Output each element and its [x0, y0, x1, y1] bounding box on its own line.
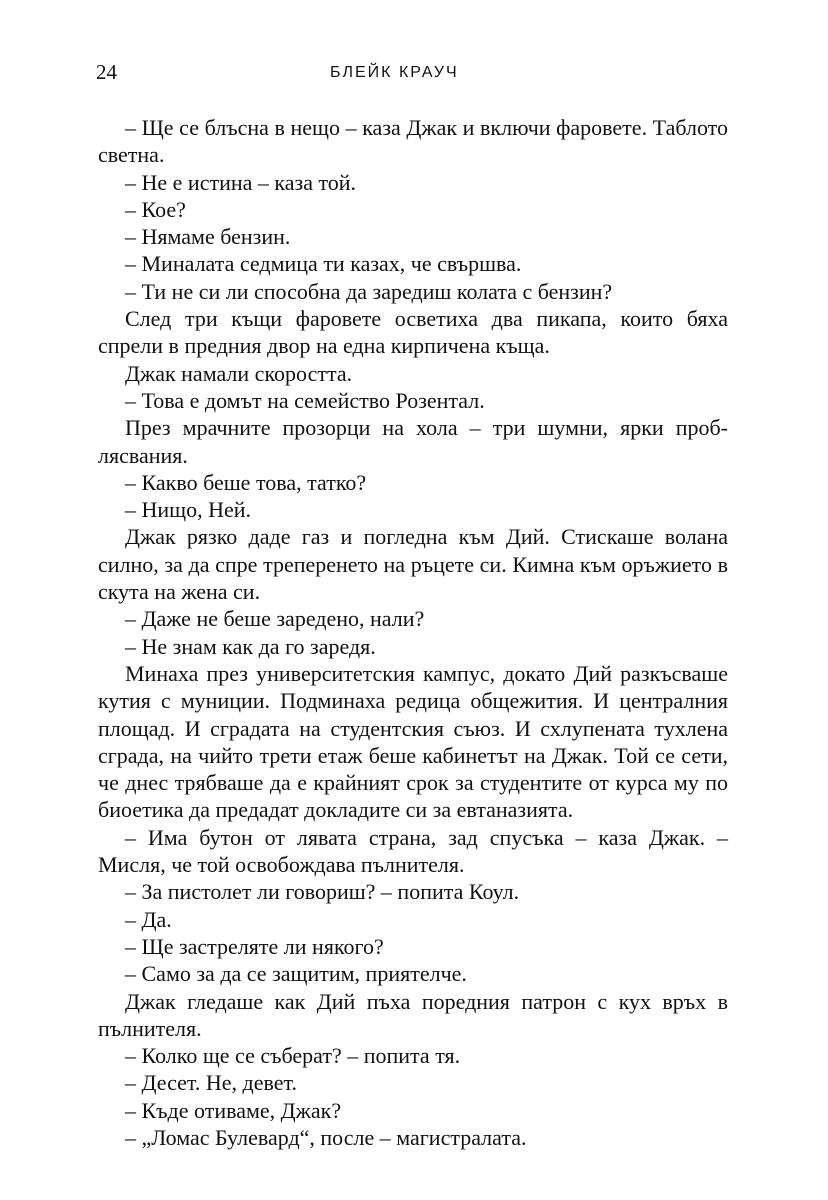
paragraph: – Ще се блъсна в нещо – каза Джак и включи фаровете. Таблото светна.	[98, 115, 728, 168]
paragraph: Джак рязко даде газ и погледна към Дий. Стискаше волана силно, за да спре треперенето на ръцете си. Кимна към оръжието в скута на жена си.	[98, 524, 728, 605]
paragraph: – Миналата седмица ти казах, че свършва.	[125, 251, 522, 277]
paragraph: Минаха през университетския кампус, докато Дий разкъсваше кутия с муниции. Подминаха редица общежития. И централния площад. И сградата на студентския съюз. И схлупената тухлена сграда, на чийто трети етаж беше кабинетът на Джак. Той се сети, че днес трябваше да е крайният срок за студентите от курса му по биоетика да предадат докладите си за евтаназията.	[98, 660, 728, 823]
running-title: БЛЕЙК КРАУЧ	[330, 64, 459, 81]
paragraph: – Колко ще се съберат? – попита тя.	[125, 1043, 461, 1069]
paragraph: – Нищо, Ней.	[125, 497, 252, 523]
paragraph: – Даже не беше заредено, нали?	[125, 606, 425, 632]
paragraph: – Това е домът на семейство Розентал.	[125, 387, 485, 413]
paragraph: През мрачните прозорци на хола – три шумни, ярки проблясвания.	[98, 415, 728, 468]
body-text	[98, 114, 728, 1151]
paragraph: – Не е истина – каза той.	[125, 169, 357, 195]
paragraph: – Не знам как да го заредя.	[125, 633, 376, 659]
page-number: 24	[96, 60, 117, 84]
paragraph: – Ще застреляте ли някого?	[125, 933, 384, 959]
paragraph: – Само за да се защитим, приятелче.	[125, 961, 467, 987]
paragraph: – За пистолет ли говориш? – попита Коул.	[125, 879, 520, 905]
paragraph: – Има бутон от лявата страна, зад спусъка – каза Джак. – Мисля, че той освобождава пълнителя.	[98, 824, 728, 878]
paragraph: Джак намали скоростта.	[125, 360, 353, 386]
paragraph: – Кое?	[125, 196, 186, 222]
paragraph: – Десет. Не, девет.	[125, 1070, 297, 1096]
paragraph: След три къщи фаровете осветиха два пикапа, които бяха спрели в предния двор на една кирпичена къща.	[98, 306, 728, 359]
paragraph: Джак гледаше как Дий пъха поредния патрон с кух връх в пълнителя.	[98, 988, 728, 1041]
paragraph: – Ти не си ли способна да заредиш колата с бензин?	[125, 278, 613, 304]
paragraph: – Какво беше това, татко?	[125, 469, 367, 495]
paragraph: – Къде отиваме, Джак?	[125, 1097, 342, 1123]
paragraph: – Нямаме бензин.	[125, 224, 291, 250]
paragraph: – „Ломас Булевард“, после – магистралата.	[125, 1124, 527, 1150]
paragraph: – Да.	[125, 906, 172, 932]
